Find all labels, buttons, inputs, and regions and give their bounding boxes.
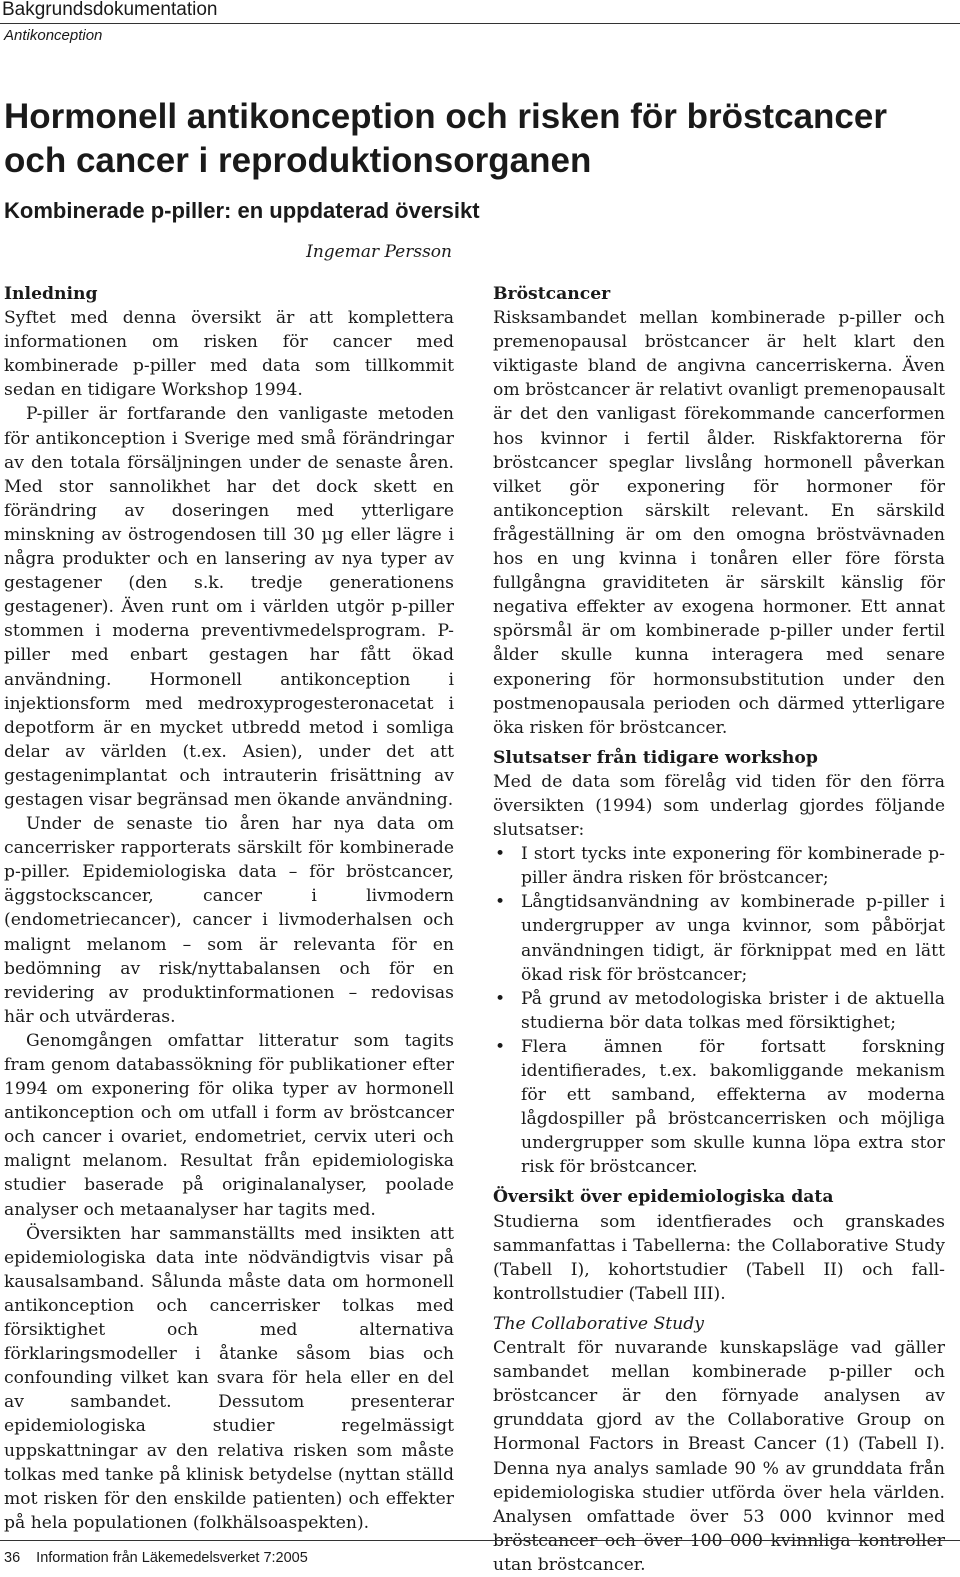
paragraph: Under de senaste tio åren har nya data om cancerrisker rapporterats särskilt för kombinerade p-piller. Epidemiologiska data – för bröstcancer, äggstockscancer, cancer i livmodern (endometriecancer), cancer i livmoderhalsen och malignt melanom – som är relevanta för en bedömning av risk/nyttabalansen och för en revidering av produktinformationen – redovisas här och utvärderas. xyxy=(4,814,454,1027)
heading-brostcancer: Bröstcancer xyxy=(493,284,611,304)
left-column xyxy=(4,282,454,1535)
heading-inledning: Inledning xyxy=(4,284,98,304)
paragraph: P-piller är fortfarande den vanligaste metoden för antikonception i Sverige med små förändringar av den totala försäljningen under de senaste åren. Med stor sannolikhet har det dock skett en förändring av doseringen med ytterligare minskning av östrogendosen till 30 µg eller lägre i några produkter och en lansering av nya typer av gestagener (den s.k. tredje generationens gestagener). Även runt om i världen utgör p-piller stommen i moderna preventivmedelsprogram. P-piller med enbart gestagen har fått ökad användning. Hormonell antikonception i injektionsform med medroxyprogesteronacetat i depotform är en mycket utbredd metod i somliga delar av världen (t.ex. Asien), under det att gestagenimplantat och intrauterin frisättning av gestagen visar begränsad men ökande användning. xyxy=(4,404,454,810)
paragraph: Risksambandet mellan kombinerade p-piller och premenopausal bröstcancer är helt klart den viktigaste bland de angivna cancerriskerna. Även om bröstcancer är relativt ovanligt premenopausalt är det den vanligast förekommande cancerformen hos kvinnor i fertil ålder. Riskfaktorerna för bröstcancer speglar livslång hormonell påverkan vilket gör exponering för hormoner för antikonception särskilt relevant. En särskild frågeställning är om den omogna bröstvävnaden hos en ung kvinna i tonåren eller före första fullgångna graviditeten är särskilt känslig för negativa effekter av exogena hormoner. Ett annat spörsmål är om kombinerade p-piller under fertil ålder skulle kunna interagera med senare exponering för hormonsubstitution under den postmenopausala perioden och därmed ytterligare öka risken för bröstcancer. xyxy=(493,308,945,738)
conclusions-list xyxy=(493,842,945,1179)
right-column xyxy=(493,282,945,1577)
paragraph: Översikten har sammanställts med insikten att epidemiologiska data inte nödvändigtvis visar på kausalsamband. Sålunda måste data om hormonell antikonception och cancerrisker tolkas med försiktighet och med alternativa förklaringsmodeller i åtanke såsom bias och confounding vilket kan svara för hela eller en del av sambandet. Dessutom presenterar epidemiologiska studier regelmässigt uppskattningar av den relativa risken som måste tolkas med tanke på klinisk betydelse (nyttan ställd mot risken för den enskilde patienten) och effekter på hela populationen (folkhälsoaspekten). xyxy=(4,1223,454,1533)
running-header xyxy=(0,0,960,19)
header-subsection: Antikonception xyxy=(4,27,103,44)
paragraph: Centralt för nuvarande kunskapsläge vad gäller sambandet mellan kombinerade p-piller och bröstcancer är den förnyade analysen av grunddata gjord av the Collaborative Group on Hormonal Factors in Breast Cancer (1) (Tabell I). Denna nya analys samlade 90 % av grunddata från epidemiologiska studier utförda över hela världen. Analysen omfattade över 53 000 kvinnor med bröstcancer och över 100 000 kvinnliga kontroller utan bröstcancer. xyxy=(493,1338,945,1575)
paragraph: Studierna som identfierades och granskades sammanfattas i Tabellerna: the Collaborative Study (Tabell I), kohortstudier (Tabell II) och fall-kontrollstudier (Tabell III). xyxy=(493,1211,945,1304)
article-title: Hormonell antikonception och risken för bröstcancer och cancer i reproduktionsorganen xyxy=(4,97,887,180)
article-subtitle: Kombinerade p-piller: en uppdaterad översikt xyxy=(4,198,480,223)
page-number: 36 xyxy=(4,1550,21,1566)
paragraph: Med de data som förelåg vid tiden för den förra översikten (1994) som underlag gjordes följande slutsatser: xyxy=(493,771,945,841)
author: Ingemar Persson xyxy=(306,242,452,262)
list-item: • På grund av metodologiska brister i de aktuella studierna bör data tolkas med försiktighet; xyxy=(493,987,945,1035)
list-item: • Långtidsanvändning av kombinerade p-piller i undergrupper av unga kvinnor, som påbörjat användningen tidigt, är förknippat med en lätt ökad risk för bröstcancer; xyxy=(493,890,945,986)
header-rule xyxy=(0,23,960,24)
paragraph: Genomgången omfattar litteratur som tagits fram genom databassökning för publikationer efter 1994 om exponering för olika typer av hormonell antikonception och om utfall i form av bröstcancer och cancer i ovariet, endometriet, cervix uteri och malignt melanom. Resultat från epidemiologiska studier baserade på originalanalyser, poolade analyser och metaanalyser har tagits med. xyxy=(4,1030,454,1220)
paragraph: Syftet med denna översikt är att komplettera informationen om risken för cancer med kombinerade p-piller med data som tillkommit sedan en tidigare Workshop 1994. xyxy=(4,308,454,401)
footer-rule xyxy=(0,1540,960,1541)
heading-slutsatser: Slutsatser från tidigare workshop xyxy=(493,747,818,768)
heading-collaborative-study: The Collaborative Study xyxy=(493,1313,704,1334)
list-item: • I stort tycks inte exponering för kombinerade p-piller ändra risken för bröstcancer; xyxy=(493,842,945,890)
heading-oversikt: Översikt över epidemiologiska data xyxy=(493,1187,834,1208)
page-footer xyxy=(4,1550,308,1566)
publication-name: Information från Läkemedelsverket 7:2005 xyxy=(36,1550,308,1566)
header-section: Bakgrundsdokumentation xyxy=(2,0,218,20)
list-item: • Flera ämnen för fortsatt forskning identifierades, t.ex. bakomliggande mekanism för ett samband, effekterna av moderna lågdospiller på bröstcancerrisken och möjliga undergrupper som skulle kunna löpa extra stor risk för bröstcancer. xyxy=(493,1035,945,1180)
